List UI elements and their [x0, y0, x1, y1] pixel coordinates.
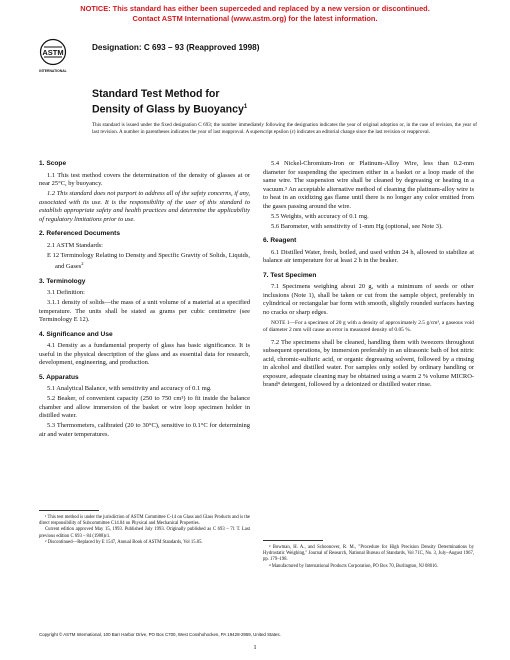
section-3-heading: 3. Terminology — [39, 277, 86, 285]
section-5-heading: 5. Apparatus — [39, 373, 79, 381]
para-6-1: 6.1 Distilled Water, fresh, boiled, and used within 24 h, allowed to stabilize at balance air temperature for at least 2 h in the beaker. — [263, 248, 474, 264]
footnote-1: ¹ This test method is under the jurisdiction of ASTM Committee C-14 on Glass and Glass Products and is the direct responsibility of Subcommittee C14.04 on Physical and Mechanical Properties. — [39, 515, 250, 527]
para-3-1-1: 3.1.1 density of solids—the mass of a unit volume of a material at a specified temperature. The units shall be stated as grams per cubic centimetre (see Terminology E 12). — [39, 299, 250, 324]
title-line-2: Density of Glass by Buoyancy — [92, 103, 244, 116]
logo-subtext: INTERNATIONAL — [39, 69, 67, 73]
title-footnote-ref: 1 — [243, 103, 248, 110]
left-column — [39, 160, 250, 441]
para-5-5: 5.5 Weights, with accuracy of 0.1 mg. — [271, 212, 369, 220]
para-5-1: 5.1 Analytical Balance, with sensitivity and accuracy of 0.1 mg. — [47, 385, 212, 393]
logo-text: ASTM — [42, 48, 64, 57]
para-5-6: 5.6 Barometer, with sensitivity of 1-mm Hg (optional, see Note 3). — [271, 222, 443, 230]
footnote-1-edition: Current edition approved May 15, 1993. Published July 1993. Originally published as C 693 – 71 T. Last previous edition C 693 – 84 (1988)ε1. — [39, 527, 250, 539]
note-1: NOTE 1—For a specimen of 20 g with a density of approximately 2.5 g/cm³, a gaseous void of diameter 2 mm will cause an error in measured density of 0.05 %. — [263, 320, 474, 334]
footnotes-right — [263, 545, 474, 570]
para-5-2: 5.2 Beaker, of convenient capacity (250 to 750 cm³) to fit inside the balance chamber and allow immersion of the basket or wire loop specimen holder in distilled water. — [39, 395, 250, 420]
notice-line-2: Contact ASTM International (www.astm.org) for the latest information. — [132, 14, 378, 23]
section-4-heading: 4. Significance and Use — [39, 330, 113, 338]
para-5-4: 5.4 Nickel-Chromium-Iron or Platinum-Alloy Wire, less than 0.2-mm diameter for suspending the specimen either in a basket or a loop made of the same wire. The suspension wire shall be cleaned by degreasing or heating in a vacuum.³ An acceptable alternative method of cleaning the platinum-alloy wire is to heat in an oxidizing gas flame until there is no longer any color emitted from the gases passing around the wire. — [263, 160, 474, 210]
section-1-heading: 1. Scope — [39, 160, 67, 167]
para-4-1: 4.1 Density as a fundamental property of glass has basic significance. It is useful in the physical description of the glass and as essential data for research, development, engineering, and production. — [39, 342, 250, 367]
footnote-rule-left — [39, 510, 99, 511]
astm-logo — [39, 38, 67, 80]
para-1-1: 1.1 This test method covers the determination of the density of glasses at or near 25°C, by buoyancy. — [39, 171, 250, 187]
copyright-line: Copyright © ASTM International, 100 Barr Harbor Drive, PO Box C700, West Conshohocken, PA 19428-2959, United States. — [39, 632, 281, 637]
reference-e12: E 12 Terminology Relating to Density and Specific Gravity of Solids, Liquids, and Gases$^2$ — [47, 251, 250, 271]
para-2-1: 2.1 ASTM Standards: — [47, 241, 103, 249]
para-7-2: 7.2 The specimens shall be cleaned, handling them with tweezers throughout subsequent operations, by immersion preferably in an ultrasonic bath of hot nitric acid, chromic-sulfuric acid, or organic degreasing solvent, followed by a rinsing in alcohol and distilled water. For samples only soiled by ordinary handling or exposure, adequate cleaning may be obtained using a warm 2 % volume MICRO-brand⁴ detergent, followed by a deionized or distilled water rinse. — [263, 338, 474, 389]
footnote-rule-right — [263, 540, 323, 541]
para-7-1: 7.1 Specimens weighing about 20 g, with a minimum of seeds or other inclusions (Note 1), shall be taken or cut from the sample object, preferably in cylindrical or rectangular bar form with smooth, slightly rounded surfaces having no cracks or sharp edges. — [263, 283, 474, 316]
footnote-3: ³ Bowman, H. A., and Schoonover, R. M., "Procedure for High Precision Density Determinations by Hydrostatic Weighing," Journal of Research, National Bureau of Standards, Vol 71C, No. 3, July–August 1967, pp. 179–198. — [263, 545, 474, 563]
supersede-notice — [0, 4, 510, 24]
issuance-statement: This standard is issued under the fixed designation C 693; the number immediately following the designation indicates the year of original adoption or, in the case of revision, the year of last revision. A number in parentheses indicates the year of last reapproval. A superscript epsilon (ε) indicates an editorial change since the last revision or reapproval. — [92, 122, 477, 135]
right-column — [263, 160, 474, 391]
footnote-2: ² Discontinued—Replaced by E 1547, Annual Book of ASTM Standards, Vol 15.05. — [45, 539, 203, 545]
section-6-heading: 6. Reagent — [263, 237, 297, 244]
notice-line-1: NOTICE: This standard has either been superceded and replaced by a new version or discontinued. — [80, 4, 430, 13]
para-5-3: 5.3 Thermometers, calibrated (20 to 30°C), sensitive to 0.1°C for determining air and water temperatures. — [39, 422, 250, 438]
footnote-4: ⁴ Manufactured by International Products Corporation, PO Box 70, Burlington, NJ 08016. — [269, 563, 438, 569]
footnotes-left — [39, 515, 250, 546]
page-number: 1 — [253, 644, 257, 651]
section-7-heading: 7. Test Specimen — [263, 271, 317, 279]
section-2-heading: 2. Referenced Documents — [39, 230, 120, 237]
para-3-1: 3.1 Definition: — [47, 289, 85, 297]
title-line-1: Standard Test Method for — [92, 88, 220, 100]
para-1-2: 1.2 This standard does not purport to address all of the safety concerns, if any, associated with its use. It is the responsibility of the user of this standard to establish appropriate safety and health practices and determine the applicability of regulatory limitations prior to use. — [39, 190, 250, 223]
designation: Designation: C 693 – 93 (Reapproved 1998) — [92, 43, 260, 52]
document-title — [92, 88, 247, 116]
